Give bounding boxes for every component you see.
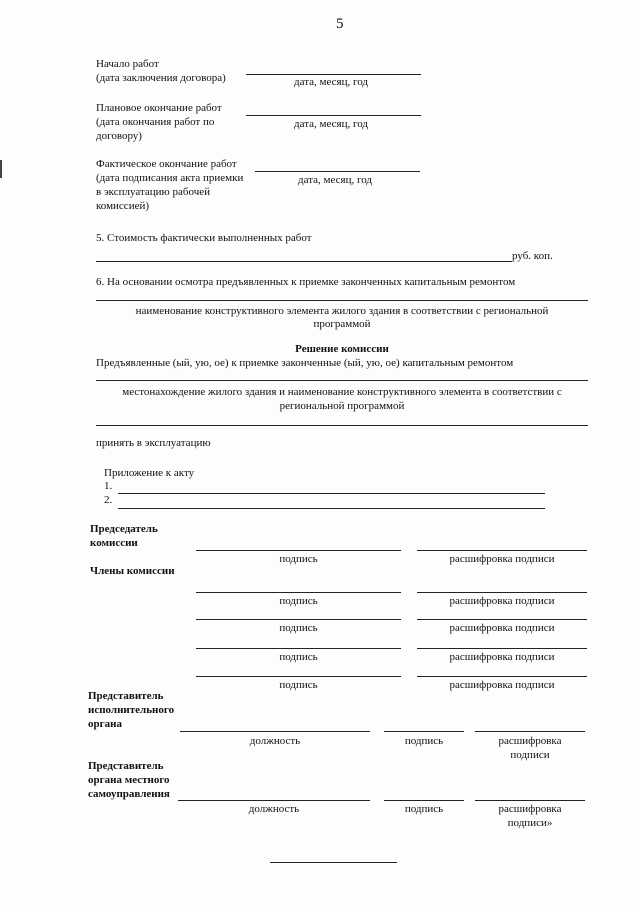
chairman-decode-caption: расшифровка подписи <box>449 553 555 565</box>
member-3-decode-caption: расшифровка подписи <box>449 651 555 663</box>
appendix-title: Приложение к акту <box>104 467 195 479</box>
local-rep-sign-caption: подпись <box>404 803 444 815</box>
appendix-item-2-line[interactable] <box>118 508 545 509</box>
local-rep-position-line[interactable] <box>178 800 370 801</box>
section5-text: 5. Стоимость фактически выполненных работ <box>96 232 312 244</box>
planned-end-label: Плановое окончание работ <box>96 102 222 114</box>
member-4-decode-line[interactable] <box>417 676 587 677</box>
actual-end-label: Фактическое окончание работ <box>96 158 237 170</box>
member-2-decode-caption: расшифровка подписи <box>449 622 555 634</box>
member-4-sign-caption: подпись <box>279 679 318 691</box>
member-1-sign-line[interactable] <box>196 592 401 593</box>
member-2-sign-caption: подпись <box>279 622 318 634</box>
local-rep-sign-line[interactable] <box>384 800 464 801</box>
exec-rep-label2: исполнительного <box>88 704 175 716</box>
local-rep-decode-line[interactable] <box>475 800 585 801</box>
scan-edge-mark <box>0 160 2 178</box>
chairman-label1: Председатель <box>90 523 158 535</box>
members-label: Члены комиссии <box>90 565 175 577</box>
chairman-label2: комиссии <box>90 537 138 549</box>
decision-accept: принять в эксплуатацию <box>96 437 211 449</box>
member-3-decode-line[interactable] <box>417 648 587 649</box>
planned-end-line[interactable] <box>246 115 421 116</box>
local-rep-label2: органа местного <box>88 774 170 786</box>
decision-caption1: местонахождение жилого здания и наименование конструктивного элемента в соответствии с <box>122 386 562 398</box>
local-rep-label1: Представитель <box>88 760 164 772</box>
section6-caption2: программой <box>313 318 371 330</box>
chairman-sign-caption: подпись <box>279 553 318 565</box>
actual-end-sub3: комиссией) <box>96 200 150 212</box>
start-work-line[interactable] <box>246 74 421 75</box>
appendix-item-1: 1. <box>104 480 113 492</box>
decision-title: Решение комиссии <box>295 343 389 355</box>
start-work-caption: дата, месяц, год <box>294 76 368 88</box>
local-rep-label3: самоуправления <box>88 788 170 800</box>
page-number: 5 <box>336 16 344 32</box>
member-2-decode-line[interactable] <box>417 619 587 620</box>
exec-rep-label3: органа <box>88 718 122 730</box>
member-4-decode-caption: расшифровка подписи <box>449 679 555 691</box>
appendix-item-1-line[interactable] <box>118 493 545 494</box>
exec-rep-position-line[interactable] <box>180 731 370 732</box>
planned-end-caption: дата, месяц, год <box>294 118 368 130</box>
actual-end-caption: дата, месяц, год <box>298 174 372 186</box>
section5-amount-line[interactable] <box>96 261 512 262</box>
exec-rep-decode-line[interactable] <box>475 731 585 732</box>
actual-end-line[interactable] <box>255 171 420 172</box>
exec-rep-label1: Представитель <box>88 690 164 702</box>
chairman-decode-line[interactable] <box>417 550 587 551</box>
exec-rep-position-caption: должность <box>249 735 301 747</box>
local-rep-decode-caption1: расшифровка <box>498 803 562 815</box>
exec-rep-decode-caption2: подписи <box>510 749 550 761</box>
planned-end-sub1: (дата окончания работ по <box>96 116 215 128</box>
section6-line[interactable] <box>96 300 588 301</box>
planned-end-sub2: договору) <box>96 130 142 142</box>
exec-rep-sign-caption: подпись <box>404 735 444 747</box>
section6-caption1: наименование конструктивного элемента жилого здания в соответствии с региональной <box>135 305 549 317</box>
decision-line-2[interactable] <box>96 425 588 426</box>
exec-rep-decode-caption1: расшифровка <box>498 735 562 747</box>
decision-caption2: региональной программой <box>279 400 405 412</box>
decision-text: Предъявленные (ый, ую, ое) к приемке законченные (ый, ую, ое) капитальным ремонтом <box>96 357 514 369</box>
section6-text: 6. На основании осмотра предъявленных к приемке законченных капитальным ремонтом <box>96 276 516 288</box>
appendix-item-2: 2. <box>104 494 113 506</box>
member-1-decode-caption: расшифровка подписи <box>449 595 555 607</box>
member-2-sign-line[interactable] <box>196 619 401 620</box>
local-rep-position-caption: должность <box>248 803 300 815</box>
start-work-label: Начало работ <box>96 58 159 70</box>
member-4-sign-line[interactable] <box>196 676 401 677</box>
exec-rep-sign-line[interactable] <box>384 731 464 732</box>
chairman-sign-line[interactable] <box>196 550 401 551</box>
member-1-sign-caption: подпись <box>279 595 318 607</box>
section5-currency: руб. коп. <box>512 250 553 262</box>
local-rep-decode-caption2: подписи» <box>507 817 553 829</box>
start-work-sub: (дата заключения договора) <box>96 72 226 84</box>
actual-end-sub2: в эксплуатацию рабочей <box>96 186 211 198</box>
decision-line[interactable] <box>96 380 588 381</box>
member-1-decode-line[interactable] <box>417 592 587 593</box>
member-3-sign-line[interactable] <box>196 648 401 649</box>
closing-rule <box>270 862 397 863</box>
member-3-sign-caption: подпись <box>279 651 318 663</box>
actual-end-sub1: (дата подписания акта приемки <box>96 172 244 184</box>
